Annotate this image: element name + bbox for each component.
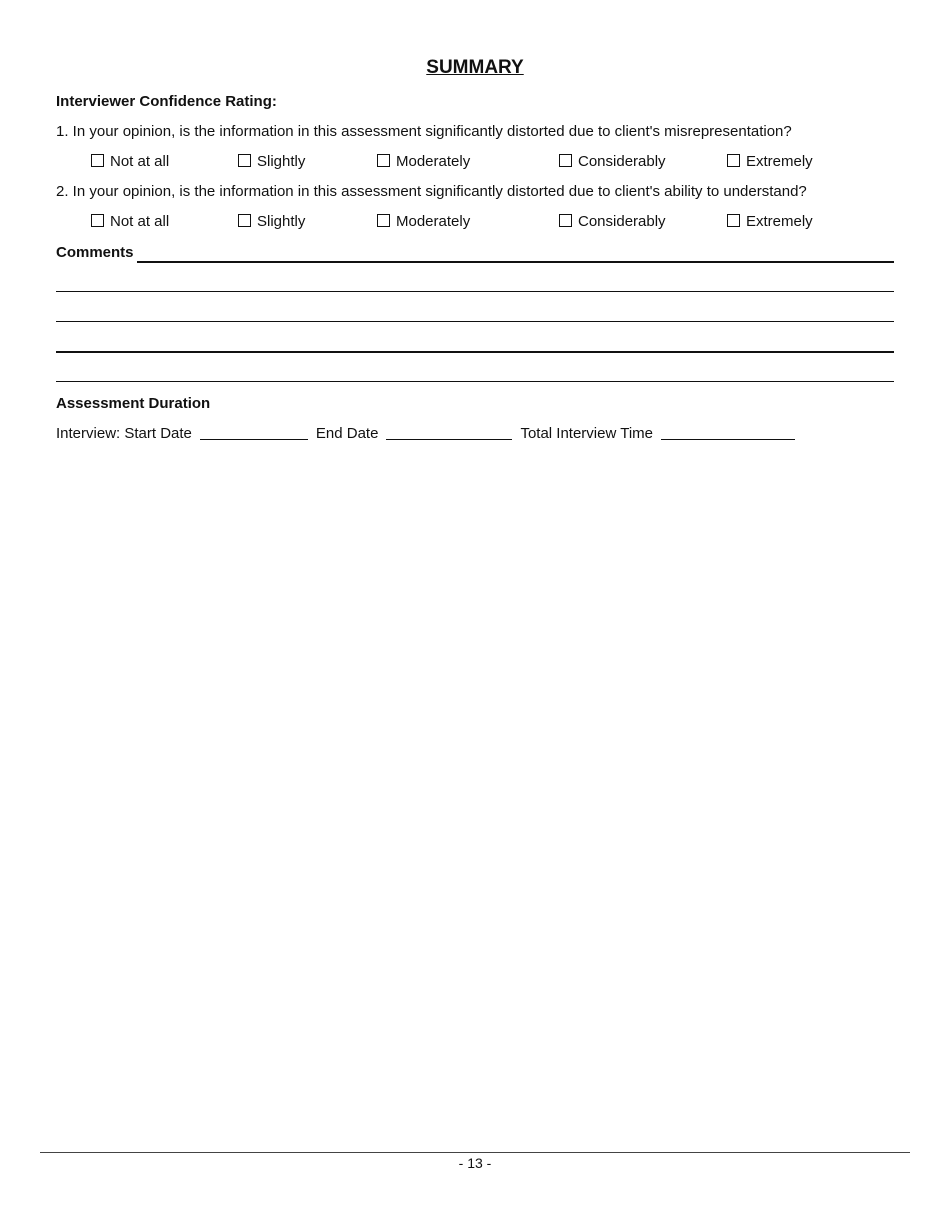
q1-option-extremely[interactable]: Extremely <box>727 153 813 170</box>
q2-option-not-at-all[interactable]: Not at all <box>91 213 169 230</box>
q1-option-considerably[interactable]: Considerably <box>559 153 666 170</box>
q1-option-slightly[interactable]: Slightly <box>238 153 305 170</box>
comments-line-4[interactable] <box>56 351 894 353</box>
comments-line-1[interactable] <box>137 261 894 263</box>
question-2-text: 2. In your opinion, is the information in this assessment significantly distorted due to client's ability to understand? <box>56 183 807 200</box>
checkbox-icon[interactable] <box>727 154 740 167</box>
comments-label: Comments <box>56 244 134 261</box>
checkbox-icon[interactable] <box>238 214 251 227</box>
checkbox-icon[interactable] <box>559 154 572 167</box>
page-number: - 13 - <box>458 1155 492 1171</box>
interview-row <box>56 425 803 442</box>
checkbox-icon[interactable] <box>377 154 390 167</box>
checkbox-icon[interactable] <box>91 154 104 167</box>
q2-option-moderately[interactable]: Moderately <box>377 213 470 230</box>
duration-heading: Assessment Duration <box>56 395 211 412</box>
checkbox-icon[interactable] <box>238 154 251 167</box>
total-time-field[interactable] <box>661 439 795 440</box>
end-date-field[interactable] <box>386 439 512 440</box>
checkbox-icon[interactable] <box>91 214 104 227</box>
start-date-label: Interview: Start Date <box>56 425 192 442</box>
q1-option-not-at-all[interactable]: Not at all <box>91 153 169 170</box>
start-date-field[interactable] <box>200 439 308 440</box>
comments-line-3[interactable] <box>56 321 894 322</box>
q2-option-extremely[interactable]: Extremely <box>727 213 813 230</box>
checkbox-icon[interactable] <box>727 214 740 227</box>
checkbox-icon[interactable] <box>559 214 572 227</box>
question-1-text: 1. In your opinion, is the information in this assessment significantly distorted due to client's misrepresentation? <box>56 123 792 140</box>
q2-option-slightly[interactable]: Slightly <box>238 213 305 230</box>
comments-line-5[interactable] <box>56 381 894 382</box>
q2-option-considerably[interactable]: Considerably <box>559 213 666 230</box>
page-title: SUMMARY <box>426 57 524 78</box>
q1-option-moderately[interactable]: Moderately <box>377 153 470 170</box>
checkbox-icon[interactable] <box>377 214 390 227</box>
comments-line-2[interactable] <box>56 291 894 292</box>
footer-divider <box>40 1152 910 1153</box>
confidence-heading: Interviewer Confidence Rating: <box>56 93 277 110</box>
end-date-label: End Date <box>315 425 379 442</box>
total-time-label: Total Interview Time <box>520 425 653 442</box>
